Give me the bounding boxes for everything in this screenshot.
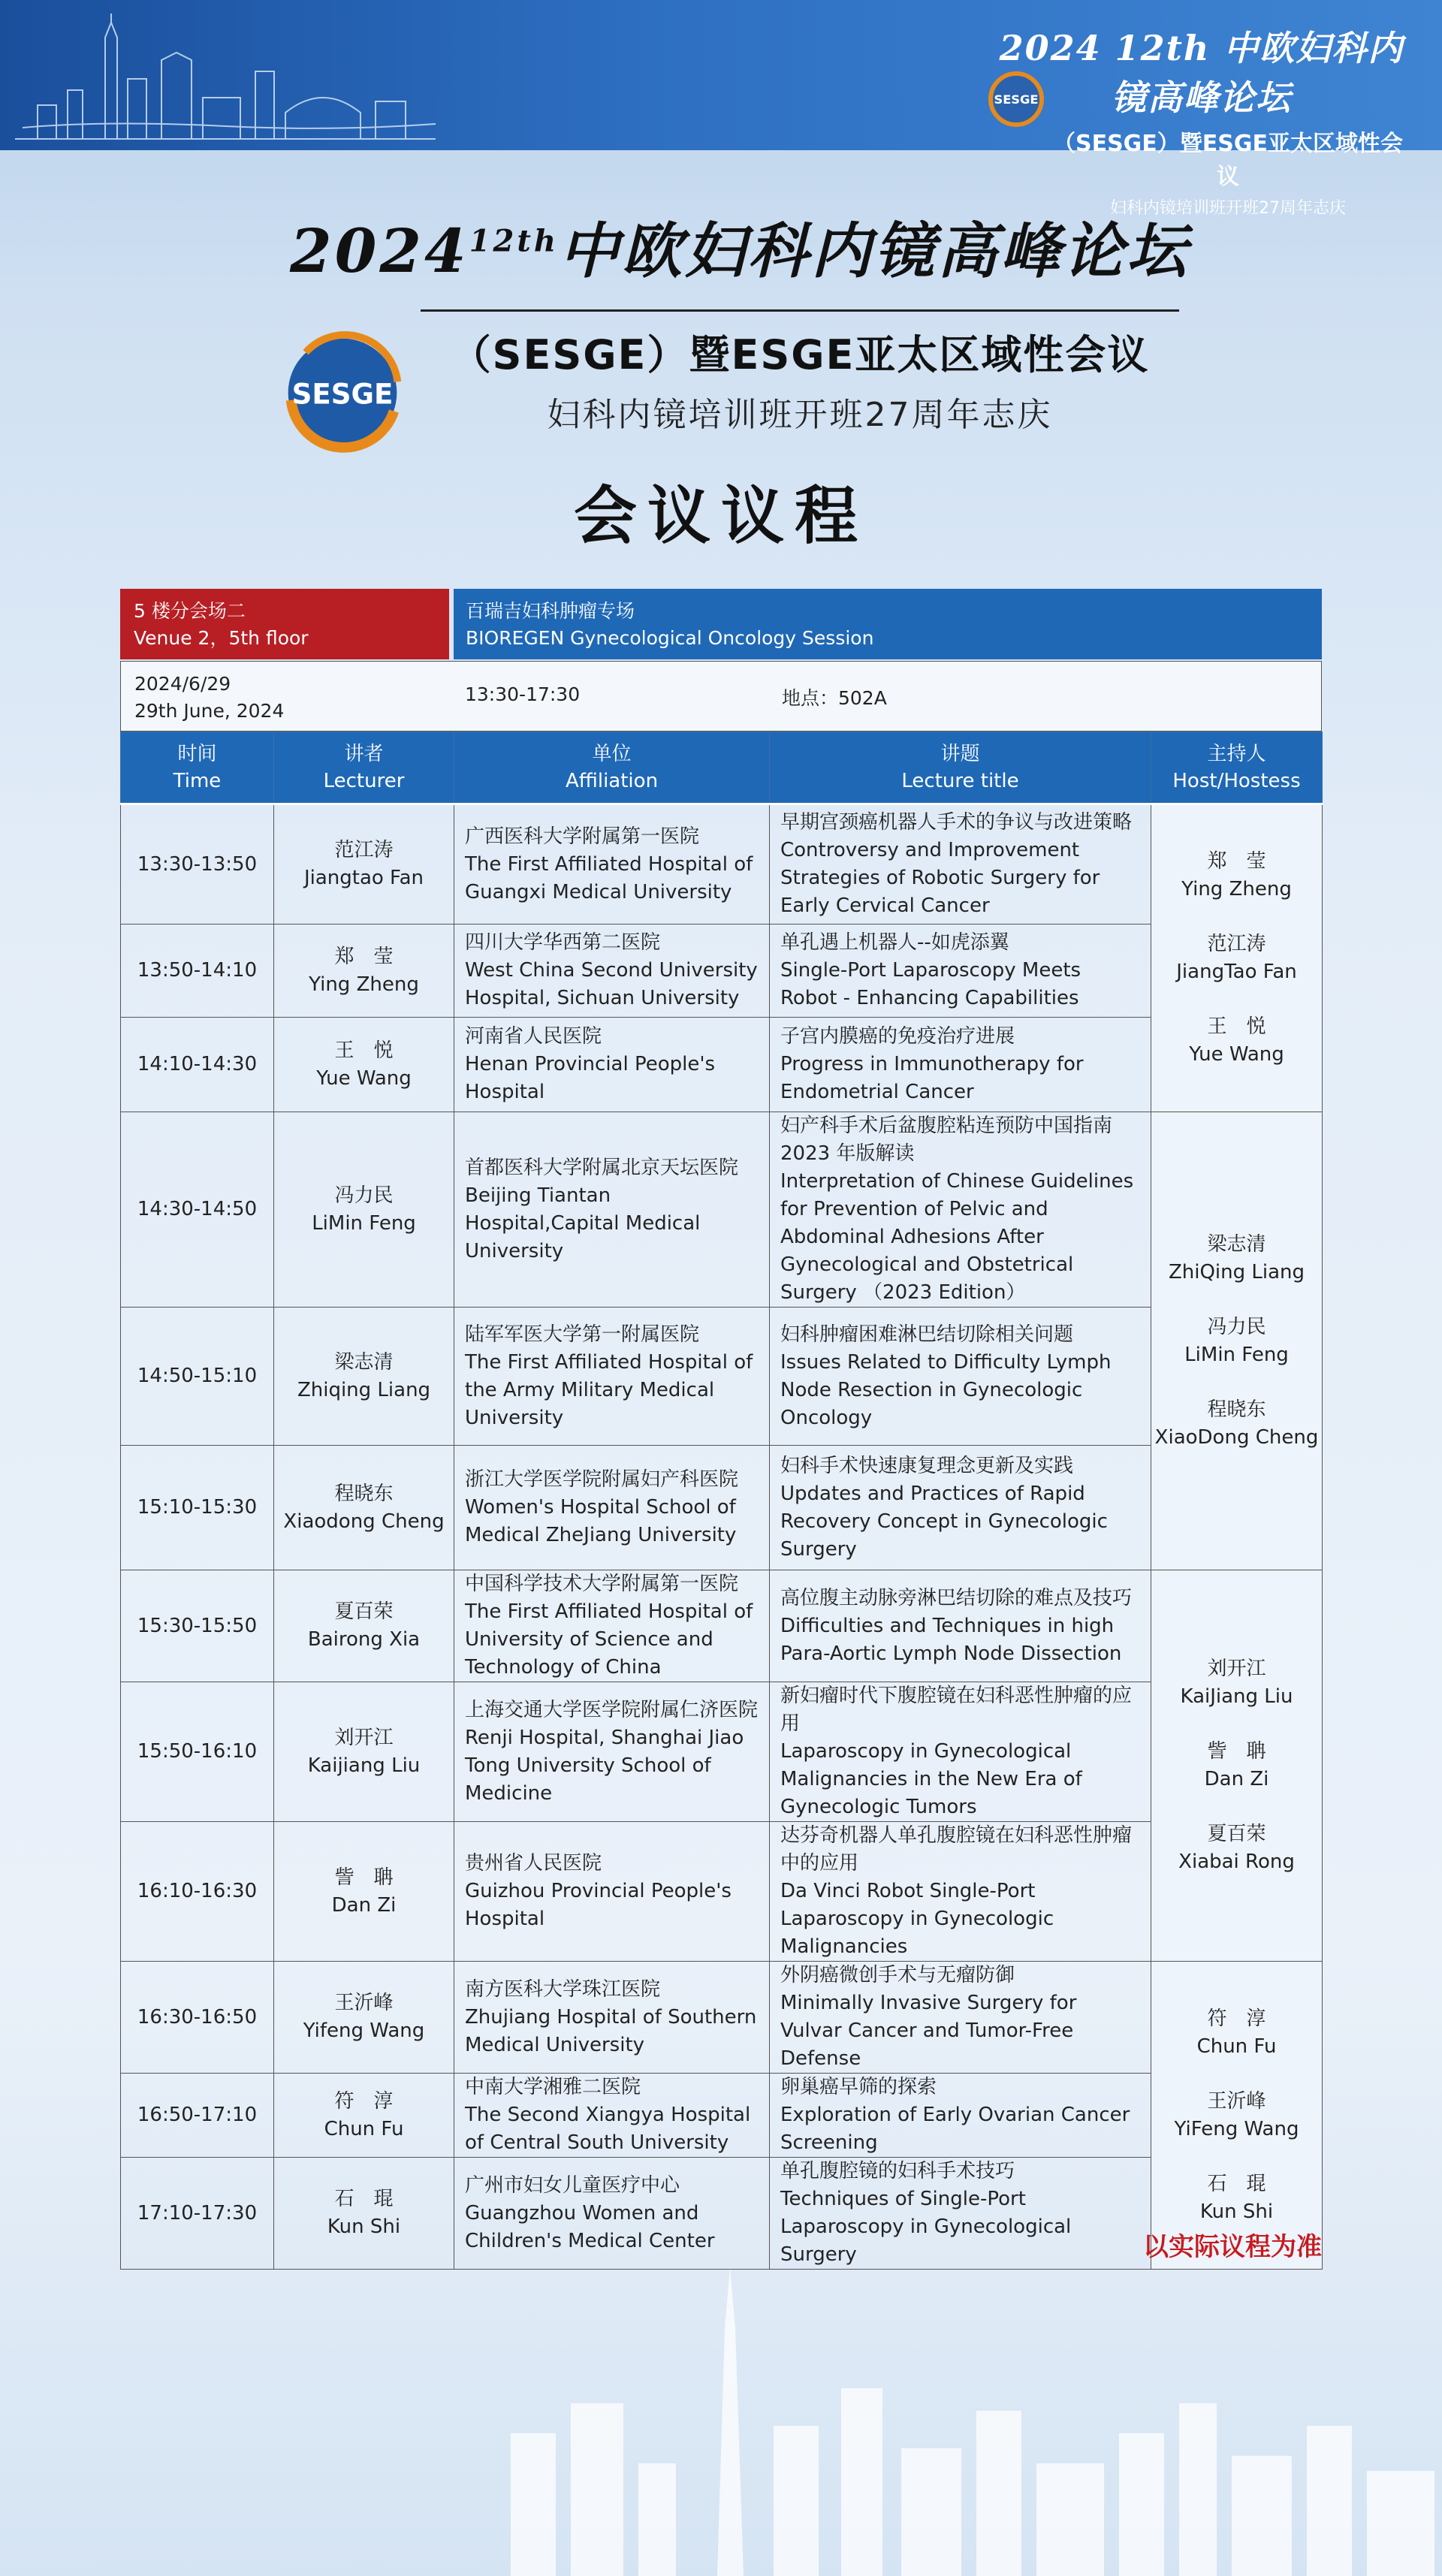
session-info-row	[120, 661, 1322, 731]
main-title	[255, 203, 1224, 289]
session-time: 13:30-17:30	[465, 683, 581, 705]
subtitle-conference: （SESGE）暨ESGE亚太区域性会议	[450, 331, 1150, 379]
lecturer-cell	[274, 1018, 454, 1112]
host-name-cn: 訾 聃	[1207, 1740, 1266, 1763]
lecturer-name-en: Chun Fu	[324, 2117, 404, 2140]
subtitle-anniversary: 妇科内镜培训班开班27周年志庆	[547, 396, 1053, 434]
lecture-title-text: 高位腹主动脉旁淋巴结切除的难点及技巧 Difficulties and Techniques in high Para-Aortic Lymph Node Dissection	[780, 1586, 1133, 1665]
lecture-title-text: 新妇瘤时代下腹腔镜在妇科恶性肿瘤的应用 Laparoscopy in Gynecological Malignancies in the New Era of Gynecologic Tumors	[780, 1685, 1133, 1818]
time-text: 15:10-15:30	[137, 1496, 258, 1519]
lecturer-name-en: Kun Shi	[327, 2216, 401, 2238]
lecturer-name-en: LiMin Feng	[312, 1211, 416, 1235]
lecturer-name-cn: 刘开江	[334, 1726, 394, 1749]
lecture-title-text: 卵巢癌早筛的探索 Exploration of Early Ovarian Cancer Screening	[780, 2076, 1130, 2154]
col-header-time: 时间 Time	[121, 732, 274, 804]
lecture-title-cell	[770, 1682, 1151, 1822]
time-text: 17:10-17:30	[137, 2201, 258, 2225]
table-row	[121, 1112, 1323, 1308]
host-cell	[1151, 804, 1323, 1112]
lecture-title-text: 妇产科手术后盆腹腔粘连预防中国指南 2023 年版解读 Interpretation of Chinese Guidelines for Prevention of Pelvic and Abdominal Adhesions After Gynecological and Obstetrical Surgery （2023 Edition）	[780, 1115, 1134, 1304]
banner-title-line1: 2024 12th 中欧妇科内镜高峰论坛	[999, 28, 1404, 118]
time-text: 16:50-17:10	[137, 2104, 258, 2126]
table-row	[121, 1018, 1323, 1112]
main-title-text: 中欧妇科内镜高峰论坛	[558, 216, 1190, 286]
affiliation-text: 广西医科大学附属第一医院 The First Affiliated Hospital of Guangxi Medical University	[465, 825, 753, 903]
table-header-row	[121, 732, 1323, 804]
time-cell	[121, 925, 274, 1018]
table-row	[121, 1682, 1323, 1822]
session-name-en: BIOREGEN Gynecological Oncology Session	[466, 627, 874, 649]
affiliation-text: 首都医科大学附属北京天坛医院 Beijing Tiantan Hospital,Capital Medical University	[465, 1156, 739, 1262]
time-text: 15:30-15:50	[137, 1614, 258, 1637]
affiliation-cell	[454, 1822, 770, 1962]
logo-text: SESGE	[291, 378, 394, 411]
affiliation-text: 浙江大学医学院附属妇产科医院 Women's Hospital School of Medical ZheJiang University	[465, 1468, 739, 1546]
host-cell	[1151, 1962, 1323, 2270]
time-cell	[121, 1112, 274, 1308]
col-header-lecturer: 讲者 Lecturer	[274, 732, 454, 804]
lecturer-name-cn: 程晓东	[334, 1482, 394, 1505]
lecturer-name-en: Yue Wang	[316, 1066, 412, 1090]
host-name-en: KaiJiang Liu	[1180, 1685, 1293, 1708]
lecturer-name-en: Bairong Xia	[307, 1628, 421, 1651]
lecturer-cell	[274, 1822, 454, 1962]
time-cell	[121, 2074, 274, 2158]
host-cell	[1151, 1570, 1323, 1962]
lecturer-cell	[274, 2074, 454, 2158]
lecturer-name-cn: 王 悦	[334, 1039, 394, 1062]
affiliation-text: 贵州省人民医院 Guizhou Provincial People's Hospital	[465, 1852, 732, 1930]
host-gap	[1151, 903, 1322, 931]
table-row	[121, 1962, 1323, 2074]
time-text: 14:10-14:30	[137, 1053, 258, 1075]
table-row	[121, 1570, 1323, 1682]
affiliation-cell	[454, 1018, 770, 1112]
time-cell	[121, 1446, 274, 1570]
host-name-en: YiFeng Wang	[1174, 2117, 1299, 2140]
host-name-cn: 冯力民	[1207, 1315, 1266, 1338]
affiliation-cell	[454, 1446, 770, 1570]
col-header-host: 主持人 Host/Hostess	[1151, 732, 1323, 804]
host-name-cn: 程晓东	[1207, 1398, 1266, 1421]
lecturer-name-en: Jiangtao Fan	[303, 867, 424, 889]
lecture-title-cell	[770, 1570, 1151, 1682]
lecturer-name-cn: 冯力民	[334, 1184, 394, 1207]
affiliation-text: 南方医科大学珠江医院 Zhujiang Hospital of Southern Medical University	[465, 1977, 757, 2056]
time-cell	[121, 2158, 274, 2270]
session-date-cn: 2024/6/29	[134, 673, 231, 695]
lecture-title-cell	[770, 1018, 1151, 1112]
lecturer-name-cn: 王沂峰	[334, 1992, 394, 2014]
time-cell	[121, 1018, 274, 1112]
sesge-logo	[276, 329, 409, 457]
title-divider	[421, 309, 1179, 312]
lecturer-cell	[274, 1446, 454, 1570]
affiliation-text: 四川大学华西第二医院 West China Second University Hospital, Sichuan University	[465, 931, 758, 1009]
banner-title	[991, 21, 1412, 219]
lecture-title-text: 妇科手术快速康复理念更新及实践 Updates and Practices of Rapid Recovery Concept in Gynecologic Surgery	[780, 1454, 1108, 1561]
host-name-cn: 王沂峰	[1207, 2089, 1266, 2113]
affiliation-text: 中南大学湘雅二医院 The Second Xiangya Hospital of Central South University	[465, 2076, 751, 2154]
host-name-en: JiangTao Fan	[1176, 961, 1297, 983]
time-text: 14:50-15:10	[137, 1365, 258, 1387]
lecture-title-cell	[770, 1112, 1151, 1308]
host-cell	[1151, 1112, 1323, 1570]
lecture-title-text: 子宫内膜癌的免疫治疗进展 Progress in Immunotherapy for Endometrial Cancer	[780, 1025, 1084, 1103]
lecturer-cell	[274, 925, 454, 1018]
venue-en: Venue 2，5th floor	[134, 627, 309, 649]
host-gap	[1151, 2143, 1322, 2170]
session-name-cn: 百瑞吉妇科肿瘤专场	[466, 600, 635, 622]
host-name-cn: 郑 莹	[1207, 850, 1266, 873]
lecturer-cell	[274, 1682, 454, 1822]
time-cell	[121, 1308, 274, 1446]
lecturer-name-cn: 石 琨	[334, 2188, 394, 2210]
agenda-heading: 会议议程	[573, 478, 868, 553]
lecture-title-text: 外阴癌微创手术与无瘤防御 Minimally Invasive Surgery for Vulvar Cancer and Tumor-Free Defense	[780, 1964, 1077, 2070]
lecturer-name-cn: 梁志清	[334, 1350, 394, 1374]
agenda-table-body	[121, 804, 1323, 2270]
host-name-en: XiaoDong Cheng	[1154, 1425, 1319, 1449]
affiliation-cell	[454, 1112, 770, 1308]
time-text: 13:50-14:10	[137, 959, 258, 982]
lecture-title-cell	[770, 1446, 1151, 1570]
time-cell	[121, 1822, 274, 1962]
affiliation-text: 广州市妇女儿童医疗中心 Guangzhou Women and Children's Medical Center	[465, 2173, 715, 2252]
affiliation-text: 陆军军医大学第一附属医院 The First Affiliated Hospital of the Army Military Medical University	[465, 1323, 753, 1429]
sesge-logo-small	[988, 71, 1044, 127]
lecturer-cell	[274, 1570, 454, 1682]
host-name-cn: 夏百荣	[1207, 1823, 1266, 1845]
host-name-en: Dan Zi	[1204, 1768, 1269, 1790]
session-name	[454, 589, 1322, 659]
lecturer-name-cn: 符 淳	[334, 2089, 394, 2113]
time-cell	[121, 1570, 274, 1682]
host-name-en: Ying Zheng	[1181, 878, 1292, 900]
session-location: 地点：502A	[782, 687, 887, 709]
city-skyline-bottom	[421, 2238, 1442, 2576]
host-name-cn: 刘开江	[1207, 1658, 1266, 1680]
lecture-title-text: 达芬奇机器人单孔腹腔镜在妇科恶性肿瘤中的应用 Da Vinci Robot Single-Port Laparoscopy in Gynecologic Malignancies	[780, 1824, 1133, 1958]
agenda-disclaimer: 以实际议程为准	[1143, 2232, 1322, 2262]
affiliation-cell	[454, 804, 770, 925]
affiliation-cell	[454, 925, 770, 1018]
host-name-cn: 符 淳	[1207, 2007, 1266, 2030]
host-name-en: Kun Shi	[1199, 2200, 1274, 2223]
time-cell	[121, 804, 274, 925]
lecture-title-cell	[770, 1308, 1151, 1446]
main-title-ordinal: 12th	[469, 223, 559, 259]
lecture-title-text: 单孔遇上机器人--如虎添翼 Single-Port Laparoscopy Meets Robot - Enhancing Capabilities	[780, 931, 1082, 1009]
venue-cn: 5 楼分会场二	[134, 600, 246, 622]
time-cell	[121, 1682, 274, 1822]
affiliation-text: 上海交通大学医学院附属仁济医院 Renji Hospital, Shanghai Jiao Tong University School of Medicine	[465, 1698, 759, 1805]
banner-title-line3: 妇科内镜培训班开班27周年志庆	[1110, 199, 1346, 218]
table-row	[121, 804, 1323, 925]
main-title-year: 2024	[290, 216, 469, 286]
time-cell	[121, 1962, 274, 2074]
session-venue	[120, 589, 449, 659]
affiliation-cell	[454, 1682, 770, 1822]
lecturer-name-en: Ying Zheng	[309, 973, 419, 996]
col-header-lecture-title: 讲题 Lecture title	[770, 732, 1151, 804]
lecture-title-cell	[770, 1962, 1151, 2074]
lecture-title-cell	[770, 2074, 1151, 2158]
time-text: 16:30-16:50	[137, 2005, 258, 2029]
lecturer-name-cn: 范江涛	[334, 839, 394, 861]
lecture-title-text: 单孔腹腔镜的妇科手术技巧 Techniques of Single-Port Laparoscopy in Gynecological Surgery	[780, 2160, 1072, 2266]
top-banner	[0, 0, 1442, 218]
table-row	[121, 1446, 1323, 1570]
host-name-cn: 梁志清	[1207, 1232, 1266, 1256]
table-row	[121, 1308, 1323, 1446]
host-name-en: ZhiQing Liang	[1168, 1260, 1305, 1283]
time-text: 15:50-16:10	[137, 1740, 258, 1763]
svg-text:SESGE: SESGE	[994, 92, 1039, 107]
affiliation-text: 中国科学技术大学附属第一医院 The First Affiliated Hospital of University of Science and Technology of China	[465, 1573, 753, 1679]
lecturer-name-en: Zhiqing Liang	[297, 1378, 431, 1401]
host-gap	[1151, 986, 1322, 1013]
lecturer-name-en: Kaijiang Liu	[307, 1754, 421, 1777]
affiliation-cell	[454, 1308, 770, 1446]
host-name-cn: 范江涛	[1207, 933, 1266, 955]
table-row	[121, 1822, 1323, 1962]
agenda-table	[120, 731, 1323, 2270]
host-gap	[1151, 1286, 1322, 1314]
table-row	[121, 925, 1323, 1018]
col-header-affiliation: 单位 Affiliation	[454, 732, 770, 804]
host-gap	[1151, 1793, 1322, 1820]
session-date-en: 29th June, 2024	[134, 700, 285, 722]
city-skyline-illustration	[15, 8, 436, 146]
lecturer-name-cn: 訾 聃	[334, 1866, 394, 1889]
table-row	[121, 2074, 1323, 2158]
lecturer-name-cn: 郑 莹	[334, 945, 394, 968]
time-text: 13:30-13:50	[137, 852, 258, 876]
time-text: 14:30-14:50	[137, 1198, 258, 1220]
host-gap	[1151, 2061, 1322, 2088]
lecturer-name-cn: 夏百荣	[334, 1600, 394, 1623]
host-name-en: Yue Wang	[1189, 1043, 1284, 1066]
lecturer-name-en: Dan Zi	[331, 1893, 397, 1917]
lecture-title-cell	[770, 1822, 1151, 1962]
lecture-title-text: 早期宫颈癌机器人手术的争议与改进策略 Controversy and Improvement Strategies of Robotic Surgery for Early Cervical Cancer	[780, 811, 1133, 917]
lecturer-name-en: Yifeng Wang	[303, 2019, 425, 2042]
host-name-en: Chun Fu	[1196, 2035, 1277, 2058]
host-name-cn: 石 琨	[1207, 2172, 1266, 2195]
lecturer-cell	[274, 1962, 454, 2074]
host-gap	[1151, 1369, 1322, 1396]
lecture-title-cell	[770, 925, 1151, 1018]
host-name-en: Xiabai Rong	[1178, 1851, 1295, 1873]
host-name-cn: 王 悦	[1207, 1015, 1266, 1038]
host-name-en: LiMin Feng	[1184, 1343, 1289, 1366]
host-gap	[1151, 1711, 1322, 1738]
lecture-title-text: 妇科肿瘤困难淋巴结切除相关问题 Issues Related to Difficulty Lymph Node Resection in Gynecologic Oncology	[780, 1323, 1112, 1429]
banner-title-line2: （SESGE）暨ESGE亚太区域性会议	[1052, 131, 1404, 190]
lecturer-cell	[274, 1308, 454, 1446]
session-date	[134, 671, 284, 725]
lecturer-cell	[274, 804, 454, 925]
time-text: 16:10-16:30	[137, 1880, 258, 1902]
affiliation-cell	[454, 2074, 770, 2158]
affiliation-text: 河南省人民医院 Henan Provincial People's Hospital	[465, 1025, 716, 1103]
lecture-title-cell	[770, 804, 1151, 925]
affiliation-cell	[454, 1570, 770, 1682]
lecturer-cell	[274, 1112, 454, 1308]
affiliation-cell	[454, 1962, 770, 2074]
lecturer-name-en: Xiaodong Cheng	[283, 1510, 445, 1533]
